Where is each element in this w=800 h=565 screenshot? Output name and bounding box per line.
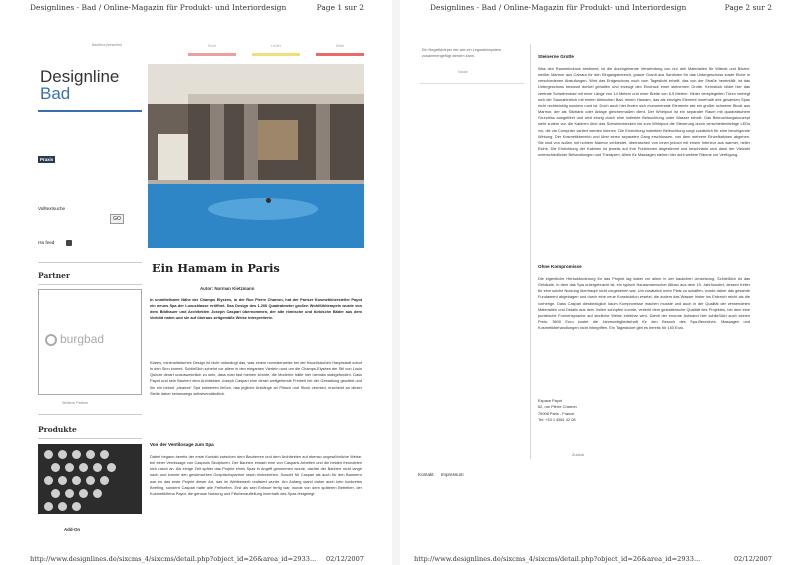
hero-light [258,120,298,160]
partner-logo-box[interactable] [38,289,142,395]
divider [38,438,142,439]
disk [72,476,81,485]
hero-column [210,104,224,184]
address-line: Tel: +33 1 4561 42 08 [538,416,576,422]
disk [65,489,74,498]
tab-start-label: Start [207,43,217,48]
disk [58,476,67,485]
disk [65,463,74,472]
sponsored-label: Bauflexx presented [92,43,122,47]
tab-leder[interactable] [252,43,300,56]
hero-image-pool [148,64,364,248]
print-date: 02/12/2007 [733,555,772,563]
disk [86,450,95,459]
hero-swimmer [266,198,271,203]
tab-leder-label: Leder [270,43,282,48]
article-paragraph-2: Dabei begann bereits der erste Kontakt zwischen dem Bauherren und dem Architekten auf ebenso ungewöhnliche Weise: bei einer Vernissage von Casparis Skulpturen. Der Bauherr erwarb eine von Casparis Arbeiten und die beiden freundeten sich rasch an. Als einige Zeit später das Projekt eines Spas in Angriff genommen wurde, dachte der Bauherr nicht lange nach und konnte den gewünschten Gesprächspartner rasch einbeziehen. Sowohl für Caspari als auch für den Bauherrn war es das erste Projekt dieser Art, das im Wettbewerb realisiert wurde. Am Anfang stand daher auch kein konkretes Briefing, sondern Caspari hatte alle Freiheiten. Erst als sein Entwurf fertig war, wurde von dem späteren Betreiber, der Kosmetikfirma Payot, die genaue Nutzung und Flächenaufteilung innerhalb des Spas festgelegt. [150,454,362,496]
site-logo[interactable] [40,68,119,102]
disk [58,450,67,459]
print-header-title: Designlines - Bad / Online-Magazin für Produkt- und Interiordesign [430,3,687,12]
more-partners-link[interactable]: Weitere Partner [62,401,89,405]
article-paragraph-4: Die eigentliche Herausforderung für das Projekt lag dabei vor allem in der baulichen Umsetzung. Schließlich ist das Gebäude, in dem das Spa untergebracht ist, ein typisch Haussmannscher Altbau aus dem 19. Jahrhundert, dessen Keller für eine solche Nutzung überhaupt nicht vorgesehen war. Um zusätzlich mehr Platz zu schaffen, wurde daher das gesamte Fundament abgetragen und durch eine neue Konstruktion ersetzt, die zudem das Wasser hinter ins Erdreich reicht als die vorherige. Dass Caspari diesbezüglich kaum Kompromisse machen musste und auch in der Qualität der verwendeten Materialien und Details aus dem Vollen schöpfen konnte, verleiht dem gestalterische Qualität des Projektes, bei dem eine puristische Formensprache auf sinnliche Weise erlebbar wird. Damit der enorme Aufwand hier schließlich auch seinen Preis: 3600 Euro kostet die Jahresmitgliedschaft für den Besuch des Spa-Bereiches. Massagen und Kosmetikbehandlungen nicht inbegriffen. Ein Tagesticket gibt es bereits für 150 Euro. [538,276,750,331]
impressum-link[interactable]: Impressum [440,472,464,477]
hero-pool-highlight [208,198,318,220]
disk [44,502,53,511]
disk [79,463,88,472]
disk [93,463,102,472]
disk [93,489,102,498]
tab-mitte-label: Mitte [335,43,345,48]
caption-credit: Nadar [458,70,468,74]
page-gutter [392,0,400,565]
product-caption[interactable]: Add-On [64,527,81,532]
divider [38,414,142,415]
article-title: Ein Hamam in Paris [152,261,280,275]
logo-rule [38,110,142,112]
print-page-number: Page 1 sur 2 [316,3,364,12]
kontakt-link[interactable]: Kontakt [418,472,434,477]
print-header-title: Designlines - Bad / Online-Magazin für Produkt- und Interiordesign [30,3,287,12]
print-url: http://www.designlines.de/sixcms_4/sixcms/detail.php?object_id=26&area_id=2933... [30,555,317,563]
print-page-number: Page 2 sur 2 [724,3,772,12]
caption-text: Ein Negativkörper der wie ein Legosteinsystem zusammengefügt werden kann. [422,48,502,59]
hero-ceiling-band [188,94,364,104]
rss-icon[interactable] [66,240,72,246]
spa-address [538,398,577,423]
footer-links [418,472,470,477]
disk [72,450,81,459]
disk [51,463,60,472]
divider [38,262,142,263]
disk [100,450,109,459]
search-label: Volltextsuche [38,206,66,211]
logo-line-1: Designline [40,67,120,86]
disk [100,476,109,485]
address-line: Espace Payot [538,398,563,403]
print-url: http://www.designlines.de/sixcms_4/sixcms/detail.php?object_id=26&area_id=2933... [414,555,701,563]
search-go-button[interactable]: GO [110,214,124,224]
tab-mitte-bar [316,53,364,56]
hero-column [244,104,258,184]
back-link[interactable]: Zurück [572,452,585,457]
article-paragraph-3: Was den Raumeindruck bestimmt, ist die durchgehende Verwendung von nur drei Materialien für Wände und Böden: weißer Marmor aus Carrara für den Eingangsbereich, grauer Granit aus Sardinien für das Untergeschoss sowie Eiche in verschiedenen Abstufungen. Wird das Erdgeschoss noch vom Tageslicht erhellt, das von der Straße hereinfällt, ist das Untergeschoss bewusst dunkel gehalten und erzeugt den Eindruck einer steinernen Grotte. Kernstück bildet hier das zentrale Schwimmbad mit einer Länge von 14 Metern und einer Breite von 6,5 Metern. Hinter verspiegelten Türen verbirgt sich der Saunabereich mit einem türkischen Bad, einem Hamam, das als einziges Element innerhalb des gesamten Spas nicht rechtwinklig sondern rund ist. Doch auch hier finden sich monumentale Elemente wie ein großer schwerer Block aus Marmor, der als Sitzbank oder Ablage gleichermaßen dient. Der Whirlpool ist ein separater Raum mit quadratischem Grundriss ausgeführt und wird einzig durch eine indirekte Beleuchtung unter Wasser erhellt. Das Beleuchtungskonzept sieht zudem vor, die Kabinen über das Schwimmbecken bis zum Whirlpool die Steuerung durch verschiedenfarbige LEDs vor, die via Computer variiert werden können. Die Einrichtung indirekter Beleuchtung sorgt zusätzlich für eine beruhigende Wirkung. Der Kosmetikbereich und über einen separaten Gang erschlossen, von dem mehrere Einzelkabinen abgehen. Sie sind von außen mit hohlem Marmor verkleidet, überraschen von innen jedoch mit einem Interieur aus warmer, heller Eiche. Die Einrichtung der Kabinen ist jeweils auf ihre Funktionen abgestimmt und beschränkt sich dank der Vielzahl unterschiedlicher Behandlungen und Therapien. Allein für Massagen stehen hier acht weitere Räume zur Verfügung. [538,66,750,158]
tab-mitte[interactable] [316,43,364,56]
logo-line-2: Bad [40,84,71,103]
nav-tabs [188,43,364,53]
partner-heading: Partner [38,271,70,280]
partner-logo-text: burgbad [60,332,105,346]
disk [86,476,95,485]
article-subheading-3: Ohne Kompromisse [538,264,582,269]
products-heading: Produkte [38,425,77,434]
rss-link[interactable]: rss feed [38,240,55,245]
address-line: 75008 Paris - France [538,410,575,416]
article-subheading-1: Von der Ventilosage zum Spa [150,442,214,447]
article-author: Autor: Norman Kietzmann [200,286,255,291]
print-date: 02/12/2007 [325,555,364,563]
article-lead: In unmittelbarer Nähe der Champs Elysées, in der Rue Pierre Charron, hat der Pariser Kosmetikhersteller Payot ein neues Spa der Luxusklasse eröffnet. Das Design des 1.200 Quadratmeter großen Wohlfühltempels wurde von dem Bildhauer und Architekten Joseph Caspari übernommen, der alte römische und türkische Bäder aus dem Vorbild nahm und sie auf überaus zeitgemäße Weise interpretierte. [150,297,362,321]
disk [72,502,81,511]
disk [51,489,60,498]
disk [107,463,116,472]
burgbad-mark-icon [45,334,57,346]
article-subheading-2: Steinerne Grotte [538,54,574,59]
disk [58,502,67,511]
disk [44,476,53,485]
tab-leder-bar [252,53,300,56]
divider [38,284,142,285]
tab-start[interactable] [188,43,236,56]
partner-logo [45,332,104,346]
disk [79,489,88,498]
image-caption [420,44,524,84]
hero-column [316,104,330,184]
hero-stairs [158,134,188,184]
print-page-1 [0,0,392,565]
disk [44,450,53,459]
product-image[interactable] [38,444,142,514]
praxis-link[interactable]: Praxis [40,157,54,162]
article-paragraph-1: Klares, minimalistisches Design ist nicht unbedingt das, was einem normalerweise bei der französischen Hauptstadt sofort in den Sinn kommt. Schließlich scheint vor allem in den eleganten Vierteln rund um die Champs-Elysées der Stil von Louis Quinze derart unausweichlich zu sein, dass man fast meinen könnte, die Moderne hätte hier niemals stattgefunden. Dass Payot und sein Bauherr dem Architekten Joseph Caspari eine derart weitgehende Freiheit bei der Gestaltung gewährt und ihn ein betont „cleanes“ Spa entwerfen ließen, das jegliche Anklänge an Plüsch und Stuck vermied, erscheint an dieser Stelle daher keineswegs selbstverständlich. [150,360,362,396]
tab-start-bar [188,53,236,56]
address-line: 62, rue Pierre Charron [538,404,577,410]
